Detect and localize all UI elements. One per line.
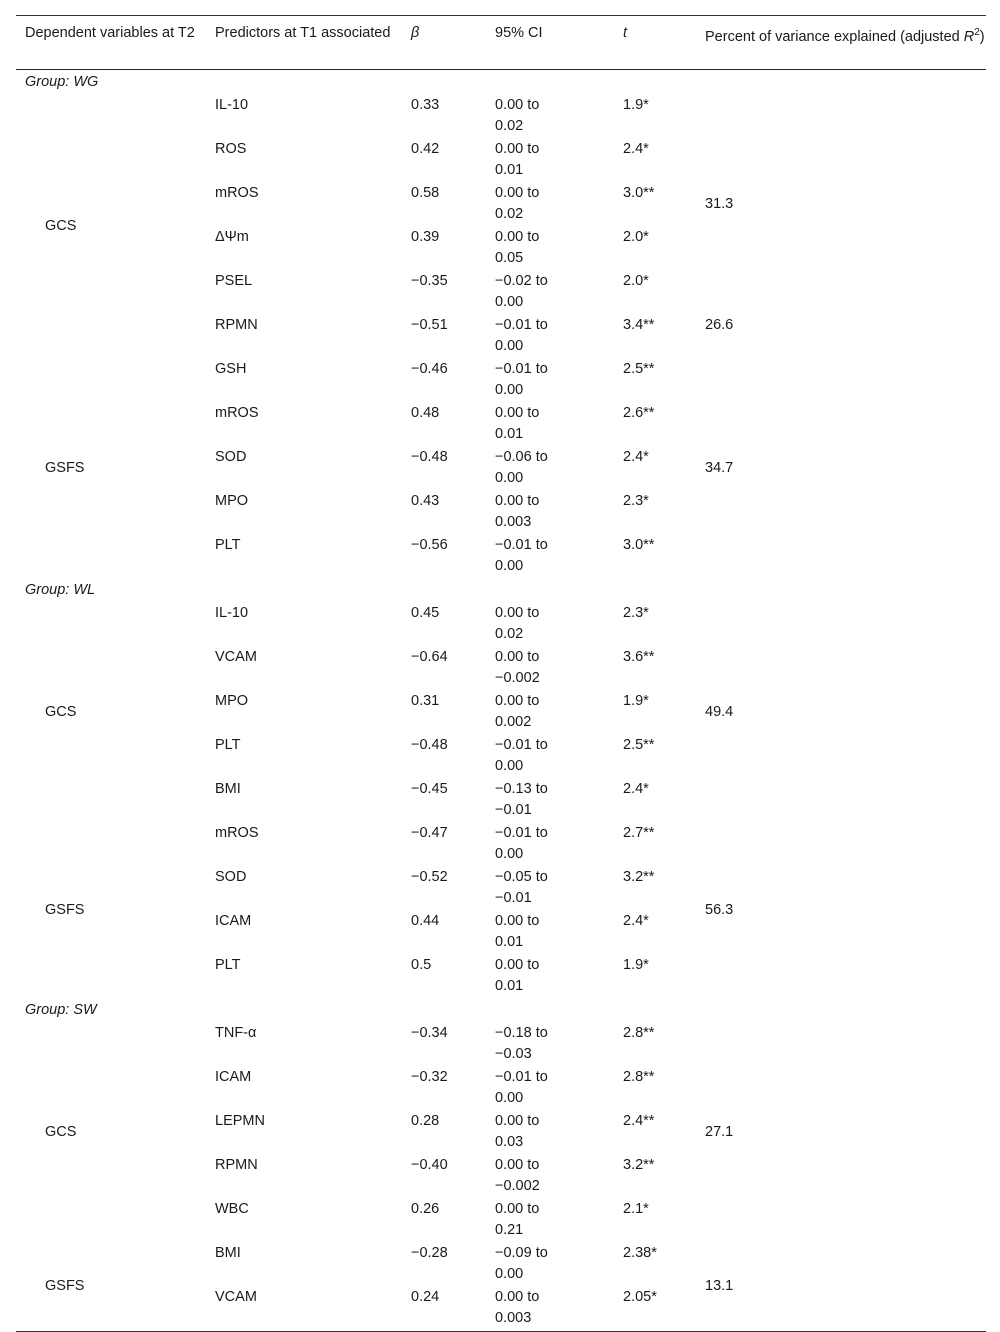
table-row bbox=[16, 1022, 986, 1066]
t-cell: 2.5** bbox=[623, 361, 655, 377]
header-beta: β bbox=[411, 25, 420, 41]
beta-cell: 0.43 bbox=[411, 493, 440, 509]
predictor-cell: VCAM bbox=[215, 1289, 257, 1305]
variance-cell: 56.3 bbox=[705, 901, 734, 918]
beta-cell: −0.48 bbox=[411, 449, 448, 465]
ci-cell: −0.02 to 0.00 bbox=[495, 273, 548, 310]
beta-cell: −0.28 bbox=[411, 1245, 448, 1261]
group-row bbox=[16, 998, 986, 1022]
ci-cell: −0.06 to 0.00 bbox=[495, 449, 548, 486]
dependent-variable: GCS bbox=[45, 217, 77, 234]
dependent-variable: GSFS bbox=[45, 1278, 85, 1294]
beta-cell: 0.39 bbox=[411, 229, 440, 245]
predictor-cell: RPMN bbox=[215, 1157, 258, 1173]
ci-cell: −0.18 to −0.03 bbox=[495, 1025, 548, 1062]
header-t: t bbox=[623, 25, 628, 41]
t-cell: 2.5** bbox=[623, 737, 655, 753]
ci-cell: 0.00 to 0.03 bbox=[495, 1113, 540, 1150]
dependent-variable: GCS bbox=[45, 703, 77, 720]
header-variance-r: R bbox=[963, 28, 975, 45]
beta-cell: −0.32 bbox=[411, 1069, 448, 1085]
beta-cell: 0.58 bbox=[411, 185, 440, 201]
t-cell: 2.1* bbox=[623, 1201, 649, 1217]
ci-cell: −0.01 to 0.00 bbox=[495, 1069, 548, 1106]
ci-cell: −0.01 to 0.00 bbox=[495, 537, 548, 574]
beta-cell: −0.47 bbox=[411, 825, 448, 841]
predictor-cell: PSEL bbox=[215, 273, 253, 289]
predictor-cell: WBC bbox=[215, 1201, 249, 1217]
t-cell: 2.8** bbox=[623, 1069, 655, 1085]
beta-cell: 0.28 bbox=[411, 1113, 440, 1129]
predictor-cell: GSH bbox=[215, 361, 247, 377]
table-row bbox=[16, 94, 986, 138]
t-cell: 2.4* bbox=[623, 913, 649, 929]
t-cell: 3.4** bbox=[623, 317, 655, 333]
t-cell: 2.38* bbox=[623, 1245, 657, 1261]
ci-cell: −0.01 to 0.00 bbox=[495, 737, 548, 774]
predictor-cell: MPO bbox=[215, 693, 249, 709]
group-label: Group: SW bbox=[25, 1002, 97, 1018]
predictor-cell: mROS bbox=[215, 185, 259, 201]
predictor-cell: RPMN bbox=[215, 317, 258, 333]
ci-cell: 0.00 to 0.01 bbox=[495, 405, 540, 442]
t-cell: 3.2** bbox=[623, 1157, 655, 1173]
dependent-variable: GSFS bbox=[45, 459, 85, 476]
predictor-cell: BMI bbox=[215, 1245, 241, 1261]
predictor-cell: SOD bbox=[215, 869, 247, 885]
header-dependent: Dependent variables at T2 bbox=[25, 25, 195, 41]
t-cell: 2.4* bbox=[623, 781, 649, 797]
table-header bbox=[16, 16, 986, 70]
regression-table bbox=[16, 15, 986, 1332]
t-cell: 1.9* bbox=[623, 957, 649, 973]
variance-cell: 26.6 bbox=[705, 317, 734, 333]
predictor-cell: LEPMN bbox=[215, 1113, 265, 1129]
predictor-cell: ICAM bbox=[215, 1069, 252, 1085]
predictor-cell: VCAM bbox=[215, 649, 257, 665]
ci-cell: 0.00 to 0.02 bbox=[495, 97, 540, 134]
beta-cell: −0.52 bbox=[411, 869, 448, 885]
predictor-cell: PLT bbox=[215, 957, 241, 973]
ci-cell: −0.01 to 0.00 bbox=[495, 825, 548, 862]
header-predictors: Predictors at T1 associated bbox=[215, 25, 391, 41]
t-cell: 1.9* bbox=[623, 97, 649, 113]
beta-cell: 0.33 bbox=[411, 97, 440, 113]
predictor-cell: mROS bbox=[215, 825, 259, 841]
beta-cell: 0.45 bbox=[411, 605, 440, 621]
ci-cell: 0.00 to 0.003 bbox=[495, 1289, 540, 1326]
beta-cell: −0.64 bbox=[411, 649, 448, 665]
group-label: Group: WL bbox=[25, 582, 96, 598]
beta-cell: 0.31 bbox=[411, 693, 440, 709]
group-label: Group: WG bbox=[25, 74, 99, 90]
ci-cell: 0.00 to 0.01 bbox=[495, 913, 540, 950]
ci-cell: 0.00 to −0.002 bbox=[495, 649, 540, 686]
beta-cell: −0.56 bbox=[411, 537, 448, 553]
table-row bbox=[16, 1242, 986, 1286]
predictor-cell: IL-10 bbox=[215, 605, 249, 621]
variance-cell: 27.1 bbox=[705, 1123, 734, 1140]
table-row bbox=[16, 822, 986, 866]
beta-cell: −0.34 bbox=[411, 1025, 448, 1041]
t-cell: 2.3* bbox=[623, 493, 649, 509]
ci-cell: −0.01 to 0.00 bbox=[495, 317, 548, 354]
header-variance-sup: 2 bbox=[974, 27, 980, 38]
beta-cell: 0.42 bbox=[411, 141, 440, 157]
ci-cell: −0.13 to −0.01 bbox=[495, 781, 548, 818]
beta-cell: 0.5 bbox=[411, 957, 432, 973]
ci-cell: 0.00 to 0.002 bbox=[495, 693, 540, 730]
predictor-cell: mROS bbox=[215, 405, 259, 421]
beta-cell: −0.40 bbox=[411, 1157, 448, 1173]
t-cell: 2.4* bbox=[623, 449, 649, 465]
predictor-cell: TNF-α bbox=[215, 1025, 257, 1041]
dependent-variable: GSFS bbox=[45, 901, 85, 918]
table-body bbox=[16, 70, 986, 1332]
t-cell: 2.6** bbox=[623, 405, 655, 421]
t-cell: 2.0* bbox=[623, 229, 649, 245]
predictor-cell: ΔΨm bbox=[215, 229, 249, 245]
variance-cell: 34.7 bbox=[705, 459, 734, 476]
ci-cell: 0.00 to −0.002 bbox=[495, 1157, 540, 1194]
t-cell: 2.0* bbox=[623, 273, 649, 289]
ci-cell: 0.00 to 0.02 bbox=[495, 605, 540, 642]
predictor-cell: BMI bbox=[215, 781, 241, 797]
group-row bbox=[16, 578, 986, 602]
beta-cell: 0.24 bbox=[411, 1289, 440, 1305]
t-cell: 2.4* bbox=[623, 141, 649, 157]
beta-cell: −0.51 bbox=[411, 317, 448, 333]
beta-cell: 0.44 bbox=[411, 913, 440, 929]
dependent-variable: GCS bbox=[45, 1123, 77, 1140]
header-variance-text: Percent of variance explained (adjusted bbox=[705, 28, 964, 45]
t-cell: 3.0** bbox=[623, 185, 655, 201]
beta-cell: 0.48 bbox=[411, 405, 440, 421]
ci-cell: 0.00 to 0.21 bbox=[495, 1201, 540, 1238]
ci-cell: 0.00 to 0.003 bbox=[495, 493, 540, 530]
table-row bbox=[16, 602, 986, 646]
t-cell: 2.05* bbox=[623, 1289, 657, 1305]
t-cell: 1.9* bbox=[623, 693, 649, 709]
ci-cell: 0.00 to 0.02 bbox=[495, 185, 540, 222]
ci-cell: 0.00 to 0.01 bbox=[495, 141, 540, 178]
table-row bbox=[16, 358, 986, 402]
header-variance bbox=[696, 16, 986, 70]
t-cell: 2.7** bbox=[623, 825, 655, 841]
predictor-cell: MPO bbox=[215, 493, 249, 509]
beta-cell: 0.26 bbox=[411, 1201, 440, 1217]
t-cell: 2.3* bbox=[623, 605, 649, 621]
predictor-cell: PLT bbox=[215, 737, 241, 753]
t-cell: 2.8** bbox=[623, 1025, 655, 1041]
ci-cell: −0.09 to 0.00 bbox=[495, 1245, 548, 1282]
beta-cell: −0.48 bbox=[411, 737, 448, 753]
variance-cell: 13.1 bbox=[705, 1278, 734, 1294]
beta-cell: −0.46 bbox=[411, 361, 448, 377]
predictor-cell: IL-10 bbox=[215, 97, 249, 113]
ci-cell: 0.00 to 0.01 bbox=[495, 957, 540, 994]
header-variance-close: ) bbox=[979, 28, 985, 45]
ci-cell: −0.01 to 0.00 bbox=[495, 361, 548, 398]
variance-cell: 31.3 bbox=[705, 195, 734, 212]
group-row bbox=[16, 70, 986, 95]
header-ci: 95% CI bbox=[495, 25, 543, 41]
beta-cell: −0.45 bbox=[411, 781, 448, 797]
predictor-cell: ICAM bbox=[215, 913, 252, 929]
ci-cell: 0.00 to 0.05 bbox=[495, 229, 540, 266]
t-cell: 3.0** bbox=[623, 537, 655, 553]
predictor-cell: SOD bbox=[215, 449, 247, 465]
t-cell: 2.4** bbox=[623, 1113, 655, 1129]
variance-cell: 49.4 bbox=[705, 703, 734, 720]
t-cell: 3.2** bbox=[623, 869, 655, 885]
predictor-cell: PLT bbox=[215, 537, 241, 553]
ci-cell: −0.05 to −0.01 bbox=[495, 869, 548, 906]
beta-cell: −0.35 bbox=[411, 273, 448, 289]
t-cell: 3.6** bbox=[623, 649, 655, 665]
predictor-cell: ROS bbox=[215, 141, 247, 157]
